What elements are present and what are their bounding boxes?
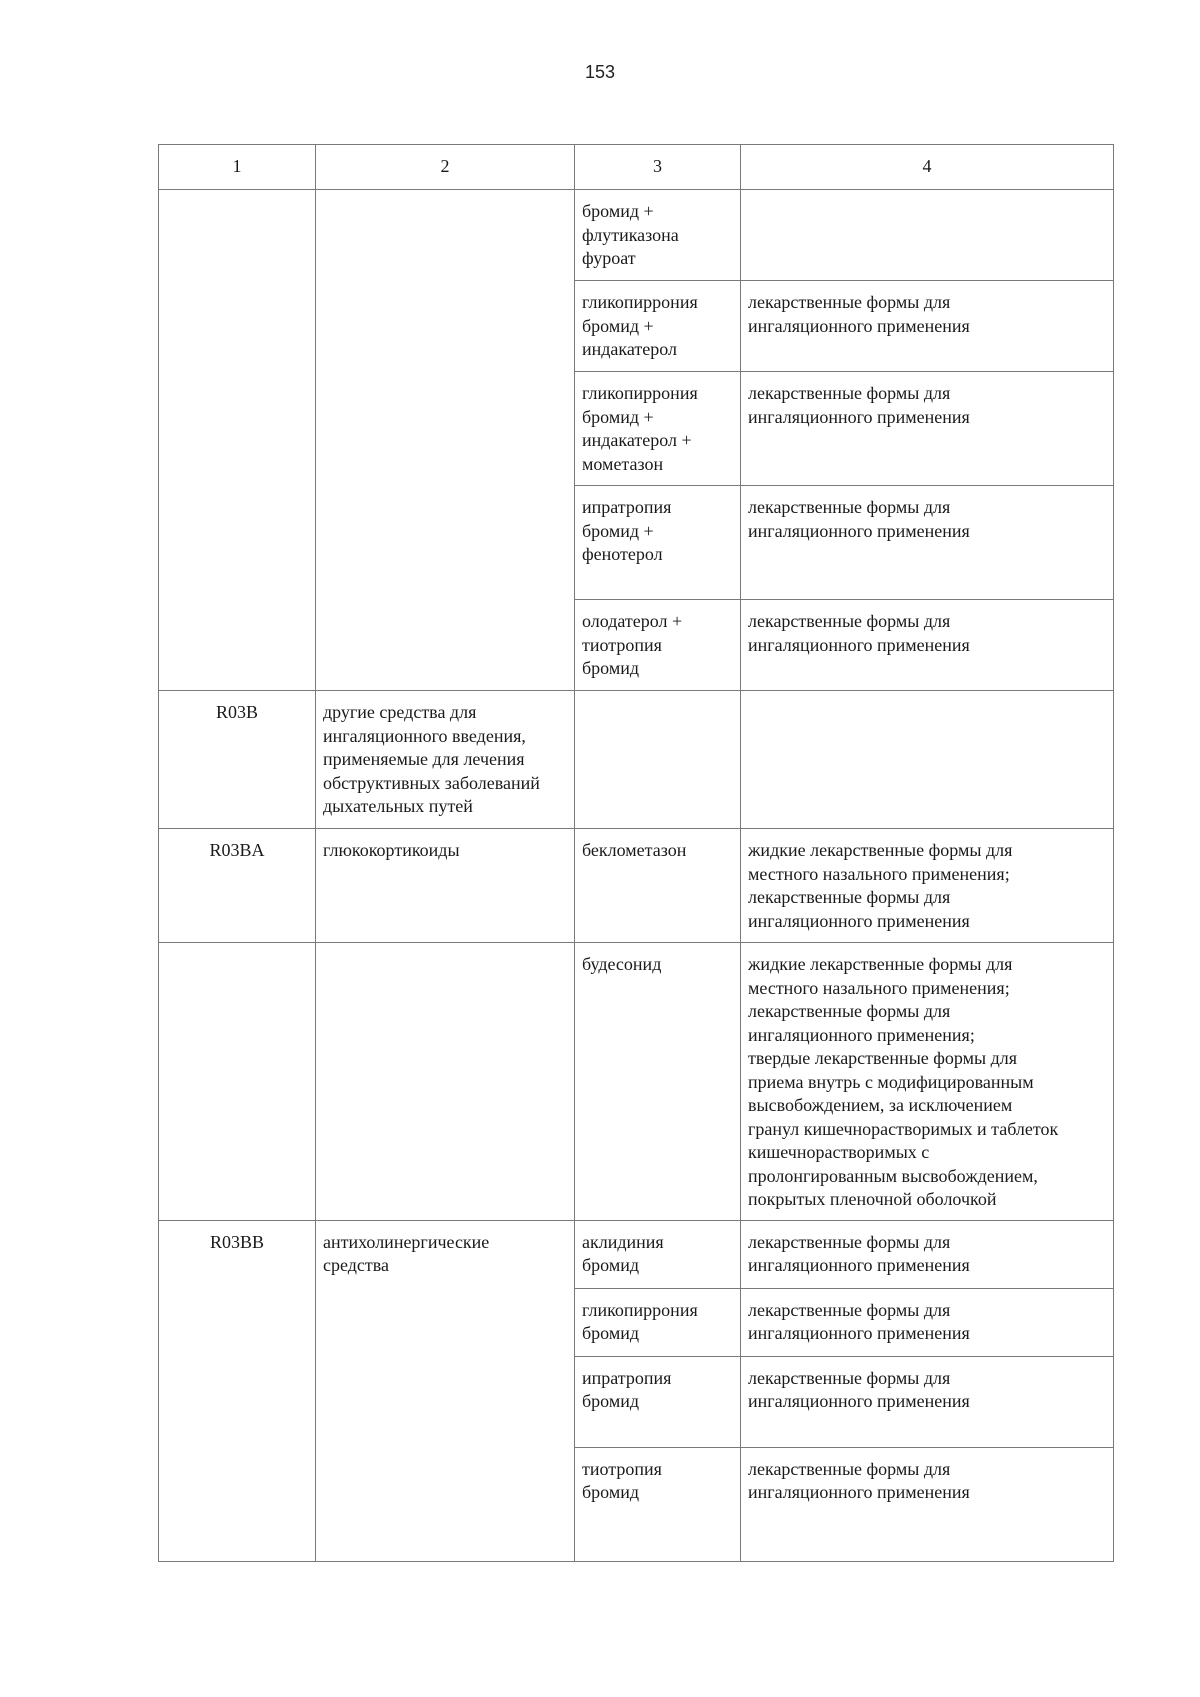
dosage-form-cell: лекарственные формы для ингаляционного применения <box>741 1288 1114 1356</box>
drug-name-cell: тиотропия бромид <box>575 1447 741 1561</box>
drug-name-cell: олодатерол + тиотропия бромид <box>575 600 741 691</box>
column-header-1: 1 <box>159 145 316 190</box>
page-number: 153 <box>584 62 616 82</box>
drug-name-cell: бромид + флутиказона фуроат <box>575 190 741 281</box>
drug-name-cell: будесонид <box>575 943 741 1221</box>
dosage-form-cell: лекарственные формы для ингаляционного применения <box>741 1356 1114 1447</box>
group-name-cell: глюкокортикоиды <box>316 829 575 943</box>
drug-table <box>158 144 1114 1562</box>
dosage-form-cell <box>741 190 1114 281</box>
drug-name-cell: гликопиррония бромид + индакатерол <box>575 281 741 372</box>
atc-code-cell <box>159 190 316 691</box>
atc-code-cell <box>159 943 316 1221</box>
drug-name-cell <box>575 691 741 829</box>
dosage-form-cell: лекарственные формы для ингаляционного применения <box>741 281 1114 372</box>
table-row <box>159 691 1114 829</box>
table-row <box>159 1220 1114 1288</box>
table-header-row <box>159 145 1114 190</box>
dosage-form-cell <box>741 691 1114 829</box>
group-name-cell: другие средства для ингаляционного введения, применяемые для лечения обструктивных заболеваний дыхательных путей <box>316 691 575 829</box>
drug-name-cell: беклометазон <box>575 829 741 943</box>
dosage-form-cell: жидкие лекарственные формы для местного назального применения; лекарственные формы для ингаляционного применения <box>741 829 1114 943</box>
atc-code-cell: R03B <box>159 691 316 829</box>
table-row <box>159 190 1114 281</box>
table-row <box>159 943 1114 1221</box>
atc-code-cell: R03BB <box>159 1220 316 1561</box>
dosage-form-cell: лекарственные формы для ингаляционного применения <box>741 372 1114 486</box>
dosage-form-cell: лекарственные формы для ингаляционного применения <box>741 1447 1114 1561</box>
dosage-form-cell: лекарственные формы для ингаляционного применения <box>741 486 1114 600</box>
drug-name-cell: гликопиррония бромид + индакатерол + мометазон <box>575 372 741 486</box>
group-name-cell <box>316 190 575 691</box>
dosage-form-cell: лекарственные формы для ингаляционного применения <box>741 600 1114 691</box>
atc-code-cell: R03BA <box>159 829 316 943</box>
drug-name-cell: гликопиррония бромид <box>575 1288 741 1356</box>
drug-name-cell: аклидиния бромид <box>575 1220 741 1288</box>
column-header-3: 3 <box>575 145 741 190</box>
dosage-form-cell: жидкие лекарственные формы для местного назального применения; лекарственные формы для ингаляционного применения; твердые лекарственные формы для приема внутрь с модифицированным высвобождением, за исключением гранул кишечнорастворимых и таблеток кишечнорастворимых с пролонгированным высвобождением, покрытых пленочной оболочкой <box>741 943 1114 1221</box>
dosage-form-cell: лекарственные формы для ингаляционного применения <box>741 1220 1114 1288</box>
column-header-2: 2 <box>316 145 575 190</box>
table-row <box>159 829 1114 943</box>
drug-name-cell: ипратропия бромид + фенотерол <box>575 486 741 600</box>
column-header-4: 4 <box>741 145 1114 190</box>
group-name-cell <box>316 943 575 1221</box>
drug-name-cell: ипратропия бромид <box>575 1356 741 1447</box>
group-name-cell: антихолинергические средства <box>316 1220 575 1561</box>
